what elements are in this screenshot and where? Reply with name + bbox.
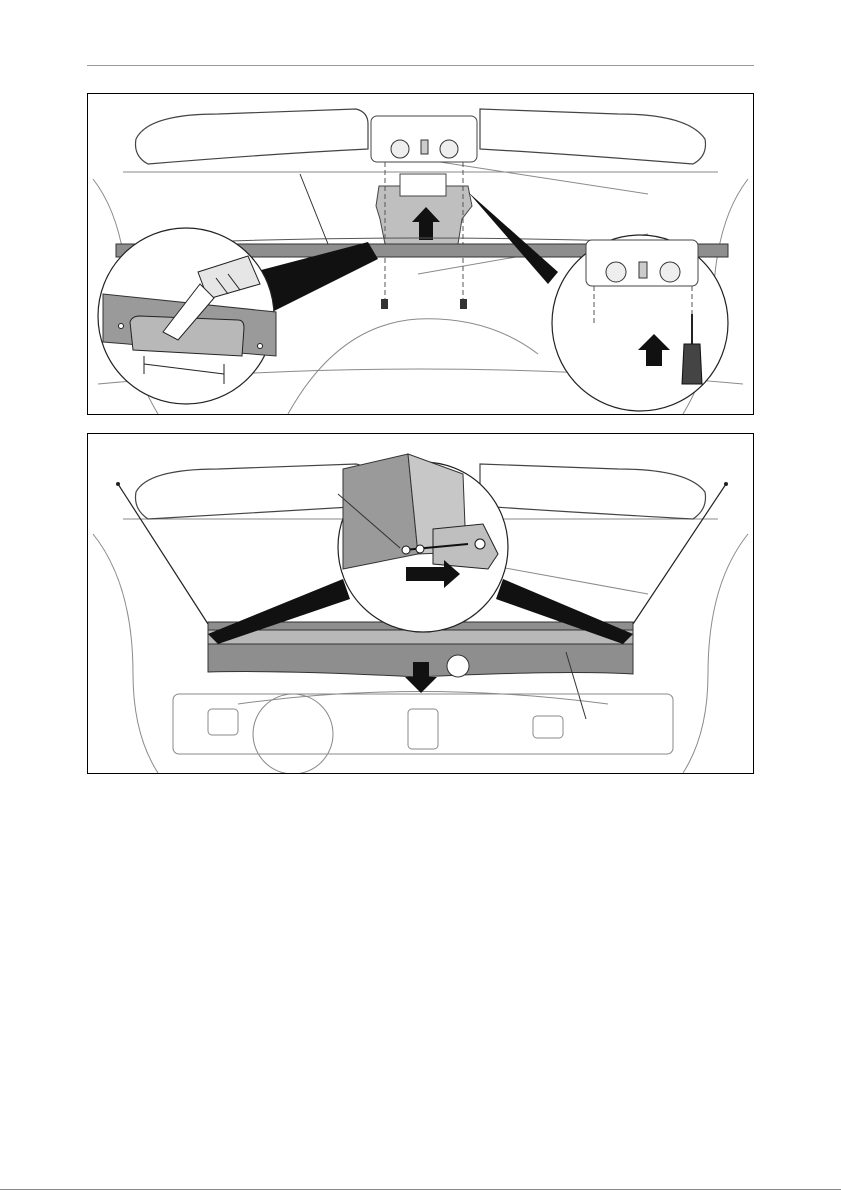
figure-2-illustration (88, 434, 753, 773)
figure-1-illustration (88, 94, 753, 414)
detail-circle-left (98, 228, 276, 404)
detail-circle-right (552, 235, 728, 411)
installation-figure-2 (87, 433, 754, 774)
overhead-console (371, 116, 477, 162)
installation-figure-1 (87, 93, 754, 415)
header-rule (87, 65, 754, 66)
footer-rule (0, 1189, 841, 1190)
